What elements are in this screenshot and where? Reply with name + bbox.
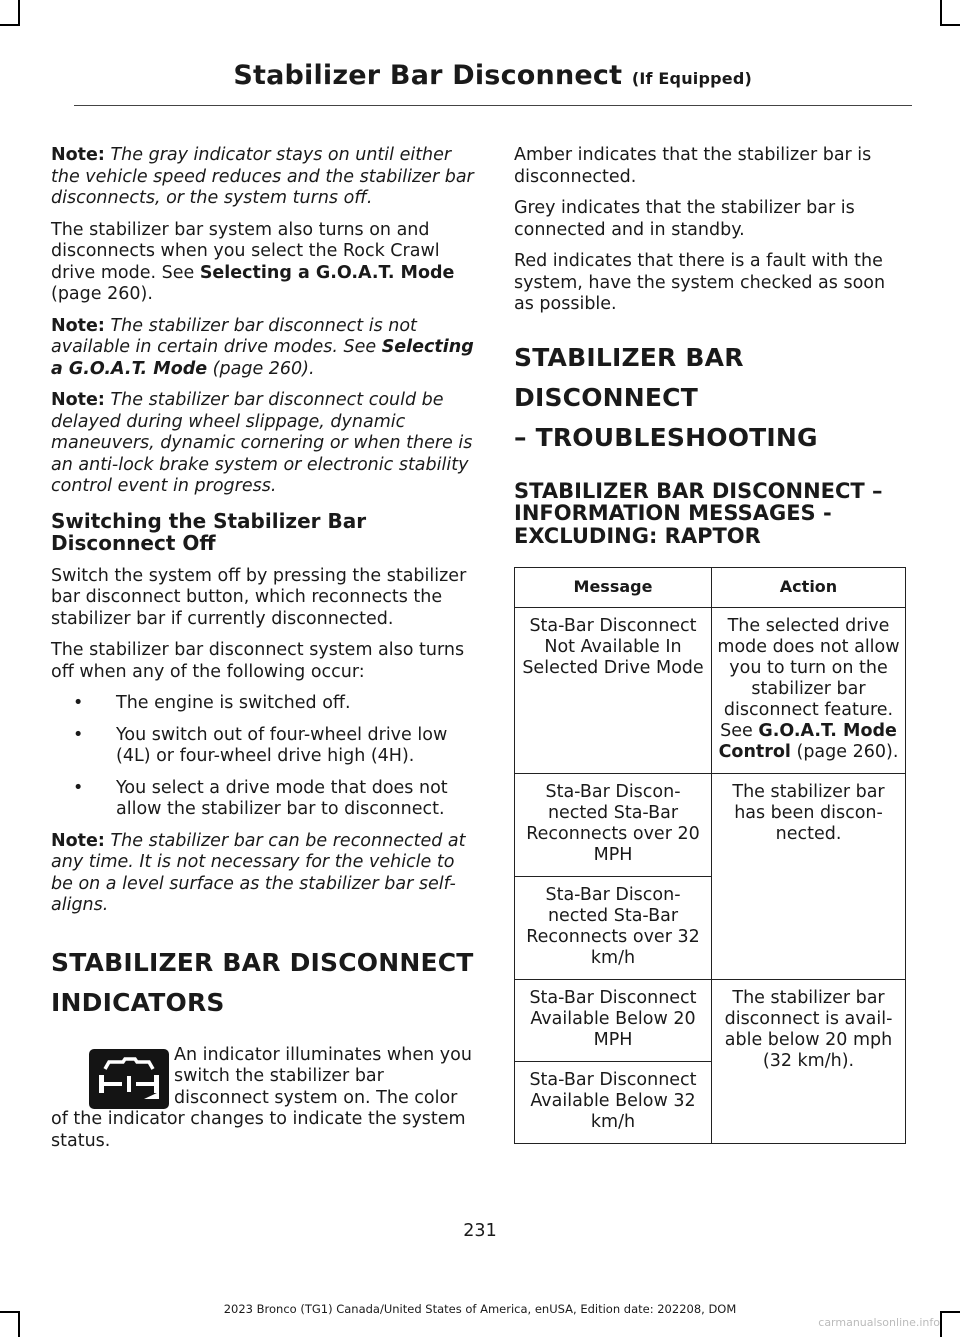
table-header-row	[515, 568, 906, 608]
column-header-message: Message	[515, 568, 712, 608]
header-title-main: Stabilizer Bar Disconnect	[233, 60, 623, 91]
watermark: carmanualsonline.info	[818, 1316, 940, 1329]
list-item: • You select a drive mode that does not allow the stabilizer bar to disconnect.	[51, 778, 476, 821]
heading-troubleshooting	[514, 338, 906, 458]
list-item: • The engine is switched off.	[51, 693, 476, 715]
paragraph-turns-off: The stabilizer bar disconnect system also turns off when any of the following occur:	[51, 640, 465, 682]
turn-off-conditions-list	[51, 693, 476, 821]
heading-switching-off: Switching the Stabilizer Bar Disconnect Off	[51, 508, 367, 555]
note-text: The stabilizer bar disconnect is not available in certain drive modes. See	[51, 315, 417, 357]
table-row	[515, 608, 906, 774]
note-label: Note:	[51, 315, 105, 336]
heading-line: – TROUBLESHOOTING	[514, 422, 818, 452]
note-text: The gray indicator stays on until either the vehicle speed reduces and the stabilizer bar disconnects, or the system turns off.	[51, 145, 474, 208]
cross-reference-link[interactable]: G.O.A.T. Mode Control	[718, 721, 897, 762]
paragraph-rock-crawl	[51, 220, 476, 306]
note-text: The stabilizer bar can be reconnected at any time. It is not necessary for the vehicle to be on a level surface as the stabilizer bar self-aligns.	[51, 830, 466, 915]
heading-line: STABILIZER BAR DISCONNECT	[51, 947, 474, 977]
indicator-block	[51, 1045, 476, 1153]
action-text: The selected drive mode does not allow you to turn on the stabilizer bar disconnect feature. See	[717, 616, 900, 741]
table-cell-action	[712, 608, 906, 774]
table-cell-message: Sta-Bar Disconnect Available Below 20 MPH	[515, 980, 712, 1062]
paragraph-indicator-cont: of the indicator changes to indicate the system status.	[51, 1109, 466, 1151]
right-column	[514, 145, 906, 1144]
heading-information-messages: STABILIZER BAR DISCONNECT – INFORMATION MESSAGES - EXCLUDING: RAPTOR	[514, 478, 883, 548]
list-item: • You switch out of four-wheel drive low (4L) or four-wheel drive high (4H).	[51, 725, 476, 768]
table-row	[515, 774, 906, 877]
stabilizer-bar-indicator-icon	[89, 1049, 169, 1109]
note-label: Note:	[51, 390, 105, 410]
cross-reference-link[interactable]: Selecting a G.O.A.T. Mode	[51, 337, 474, 379]
paragraph-text: The stabilizer bar system also turns on and disconnects when you select the Rock Crawl drive mode. See	[51, 219, 440, 283]
page-reference: (page 260).	[207, 358, 315, 379]
heading-line: INDICATORS	[51, 987, 225, 1017]
page-number: 231	[463, 1221, 497, 1241]
paragraph-amber: Amber indicates that the stabilizer bar is disconnected.	[514, 145, 872, 187]
note-text: The stabilizer bar disconnect could be delayed during wheel slippage, dynamic maneuvers, dynamic cornering or when there is an anti-lock brake system or electronic stability control event in progress.	[51, 390, 473, 496]
note-label: Note:	[51, 830, 105, 851]
heading-indicators	[51, 943, 476, 1023]
crop-mark	[0, 24, 20, 26]
crop-mark	[940, 0, 942, 26]
header-title-suffix: (If Equipped)	[631, 69, 752, 88]
paragraph-switch-off: Switch the system off by pressing the stabilizer bar disconnect button, which reconnects the stabilizer bar if currently disconnected.	[51, 565, 467, 629]
page-header-title	[233, 60, 752, 91]
note-reconnect	[51, 831, 476, 917]
paragraph-grey: Grey indicates that the stabilizer bar is connected and in standby.	[514, 198, 855, 240]
footer-edition: 2023 Bronco (TG1) Canada/United States of America, enUSA, Edition date: 202208, DOM	[223, 1302, 737, 1316]
table-cell-message: Sta-Bar Disconnect Available Below 32 km/h	[515, 1062, 712, 1144]
page-reference: (page 260).	[51, 284, 153, 304]
heading-line: STABILIZER BAR DISCONNECT	[514, 342, 744, 412]
header-divider	[74, 105, 912, 106]
table-row	[515, 980, 906, 1062]
crop-mark	[940, 24, 960, 26]
note-label: Note:	[51, 145, 105, 165]
paragraph-red: Red indicates that there is a fault with the system, have the system checked as soon as possible.	[514, 251, 886, 314]
column-header-action: Action	[712, 568, 906, 608]
page-reference: (page 260).	[790, 742, 899, 762]
crop-mark	[18, 0, 20, 26]
note-delayed	[51, 390, 476, 498]
table-cell-action: The stabilizer bar disconnect is avail-able below 20 mph (32 km/h).	[712, 980, 906, 1144]
table-cell-message: Sta-Bar Discon-nected Sta-Bar Reconnects over 32 km/h	[515, 877, 712, 980]
left-column	[51, 145, 476, 1162]
information-messages-table	[514, 567, 906, 1144]
table-cell-message: Sta-Bar Disconnect Not Available In Selected Drive Mode	[515, 608, 712, 774]
table-cell-message: Sta-Bar Discon-nected Sta-Bar Reconnects over 20 MPH	[515, 774, 712, 877]
cross-reference-link[interactable]: Selecting a G.O.A.T. Mode	[199, 262, 455, 283]
paragraph-indicator: An indicator illuminates when you switch the stabilizer bar disconnect system on. The color	[174, 1044, 472, 1108]
note-gray-indicator	[51, 145, 476, 210]
note-drive-modes	[51, 316, 476, 381]
table-cell-action: The stabilizer bar has been discon-nected.	[712, 774, 906, 980]
